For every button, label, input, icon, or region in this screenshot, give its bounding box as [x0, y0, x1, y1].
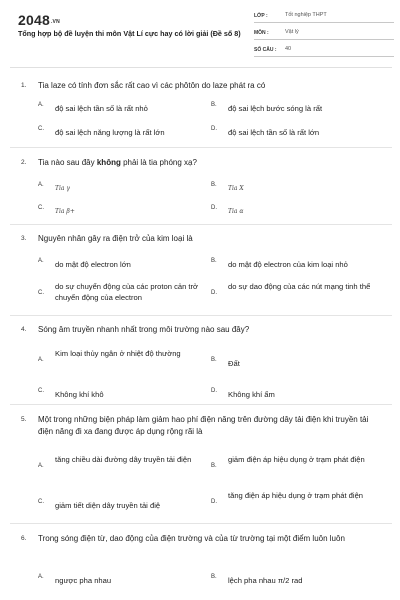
question-text: Tia laze có tính đơn sắc rất cao vì các phôtôn do laze phát ra có	[38, 81, 266, 90]
option-letter: A.	[38, 182, 44, 188]
option-text: Đất	[228, 359, 240, 368]
option-letter: A.	[38, 258, 44, 264]
question-number: 4.	[21, 326, 27, 333]
meta-row-count	[254, 44, 394, 57]
option-text: tăng chiều dài đường dây truyền tải điện	[55, 455, 192, 464]
option-text: độ sai lệch năng lượng là rất lớn	[55, 128, 165, 137]
option-text: Tia β+	[55, 208, 75, 215]
document-title: Tổng hợp bộ đề luyện thi môn Vật Lí cực hay có lời giải (Đề số 8)	[18, 29, 241, 38]
header-divider	[10, 67, 392, 68]
option-text: Tia γ	[55, 185, 70, 192]
option-letter: A.	[38, 357, 44, 363]
meta-row-class	[254, 10, 394, 23]
option-letter: A.	[38, 102, 44, 108]
meta-label: SỐ CÂU :	[254, 47, 277, 53]
meta-value: Vật lý	[285, 29, 299, 35]
option-text: do mật độ electron lớn	[55, 260, 131, 269]
document-header	[0, 0, 400, 62]
option-letter: C.	[38, 499, 44, 505]
option-letter: B.	[211, 258, 217, 264]
option-letter: A.	[38, 463, 44, 469]
meta-value: Tốt nghiệp THPT	[285, 12, 327, 18]
document-meta	[254, 10, 394, 61]
option-letter: B.	[211, 463, 217, 469]
option-letter: D.	[211, 388, 217, 394]
option-letter: C.	[38, 388, 44, 394]
question-text: Nguyên nhân gây ra điện trở của kim loại là	[38, 234, 193, 243]
option-text: do mật độ electron của kim loại nhỏ	[228, 260, 348, 269]
option-letter: B.	[211, 357, 217, 363]
question-text	[38, 157, 383, 169]
logo-text: 2048	[18, 12, 50, 28]
option-letter: C.	[38, 290, 44, 296]
question-number: 6.	[21, 535, 27, 542]
question-number: 2.	[21, 159, 27, 166]
option-text: giảm tiết diện dây truyền tải điệ	[55, 501, 161, 510]
option-text: độ sai lệch bước sóng là rất	[228, 104, 323, 113]
option-letter: D.	[211, 290, 217, 296]
option-text: tăng điện áp hiệu dụng ở trạm phát điện	[228, 491, 364, 500]
question-divider	[10, 523, 392, 524]
question-divider	[10, 224, 392, 225]
option-text: lệch pha nhau π/2 rad	[228, 576, 303, 585]
logo-suffix: .VN	[50, 19, 60, 25]
option-letter: B.	[211, 102, 217, 108]
option-text: Tia α	[228, 208, 244, 215]
option-letter: C.	[38, 205, 44, 211]
option-text: ngược pha nhau	[55, 576, 112, 585]
question-text-start: Tia nào sau đây	[38, 158, 97, 167]
option-text: Tia X	[228, 185, 244, 192]
question-text: Sóng âm truyền nhanh nhất trong môi trường nào sau đây?	[38, 325, 250, 334]
option-letter: B.	[211, 182, 217, 188]
question-number: 3.	[21, 235, 27, 242]
option-text: Kim loại thủy ngân ở nhiệt độ thường	[55, 349, 181, 358]
option-letter: D.	[211, 499, 217, 505]
option-text: Không khí khô	[55, 390, 104, 399]
meta-row-subject	[254, 27, 394, 40]
question-divider	[10, 147, 392, 148]
option-letter: A.	[38, 574, 44, 580]
question-text-end: phải là tia phóng xạ?	[120, 158, 197, 167]
option-text: Không khí ẩm	[228, 390, 275, 399]
question-divider	[10, 404, 392, 405]
option-letter: C.	[38, 126, 44, 132]
question-text: Trong sóng điện từ, dao động của điện trường và của từ trường tại một điểm luôn luôn	[38, 534, 345, 543]
question-text-emphasis: không	[96, 158, 121, 167]
option-text: độ sai lệch tần số là rất nhỏ	[55, 104, 148, 113]
question-text: Một trong những biện pháp làm giảm hao phí điện năng trên đường dây tải điện khi truyền tải điện năng đi xa đang được áp dụng rộng rãi là	[38, 415, 369, 437]
option-letter: D.	[211, 205, 217, 211]
meta-label: LỚP :	[254, 13, 268, 19]
option-text: giảm điện áp hiệu dụng ở trạm phát điện	[228, 455, 365, 464]
meta-label: MÔN :	[254, 30, 269, 36]
option-letter: D.	[211, 126, 217, 132]
question-number: 5.	[21, 416, 27, 423]
option-letter: B.	[211, 574, 217, 580]
option-text: do sự dao động của các nút mạng tinh thể	[228, 282, 371, 291]
option-text: độ sai lệch tần số là rất lớn	[228, 128, 320, 137]
meta-value: 40	[285, 46, 292, 52]
question-divider	[10, 315, 392, 316]
question-number: 1.	[21, 82, 27, 89]
site-logo[interactable]	[18, 12, 60, 28]
option-text: do sự chuyển động của các proton cản trở chuyển động của electron	[55, 282, 199, 303]
